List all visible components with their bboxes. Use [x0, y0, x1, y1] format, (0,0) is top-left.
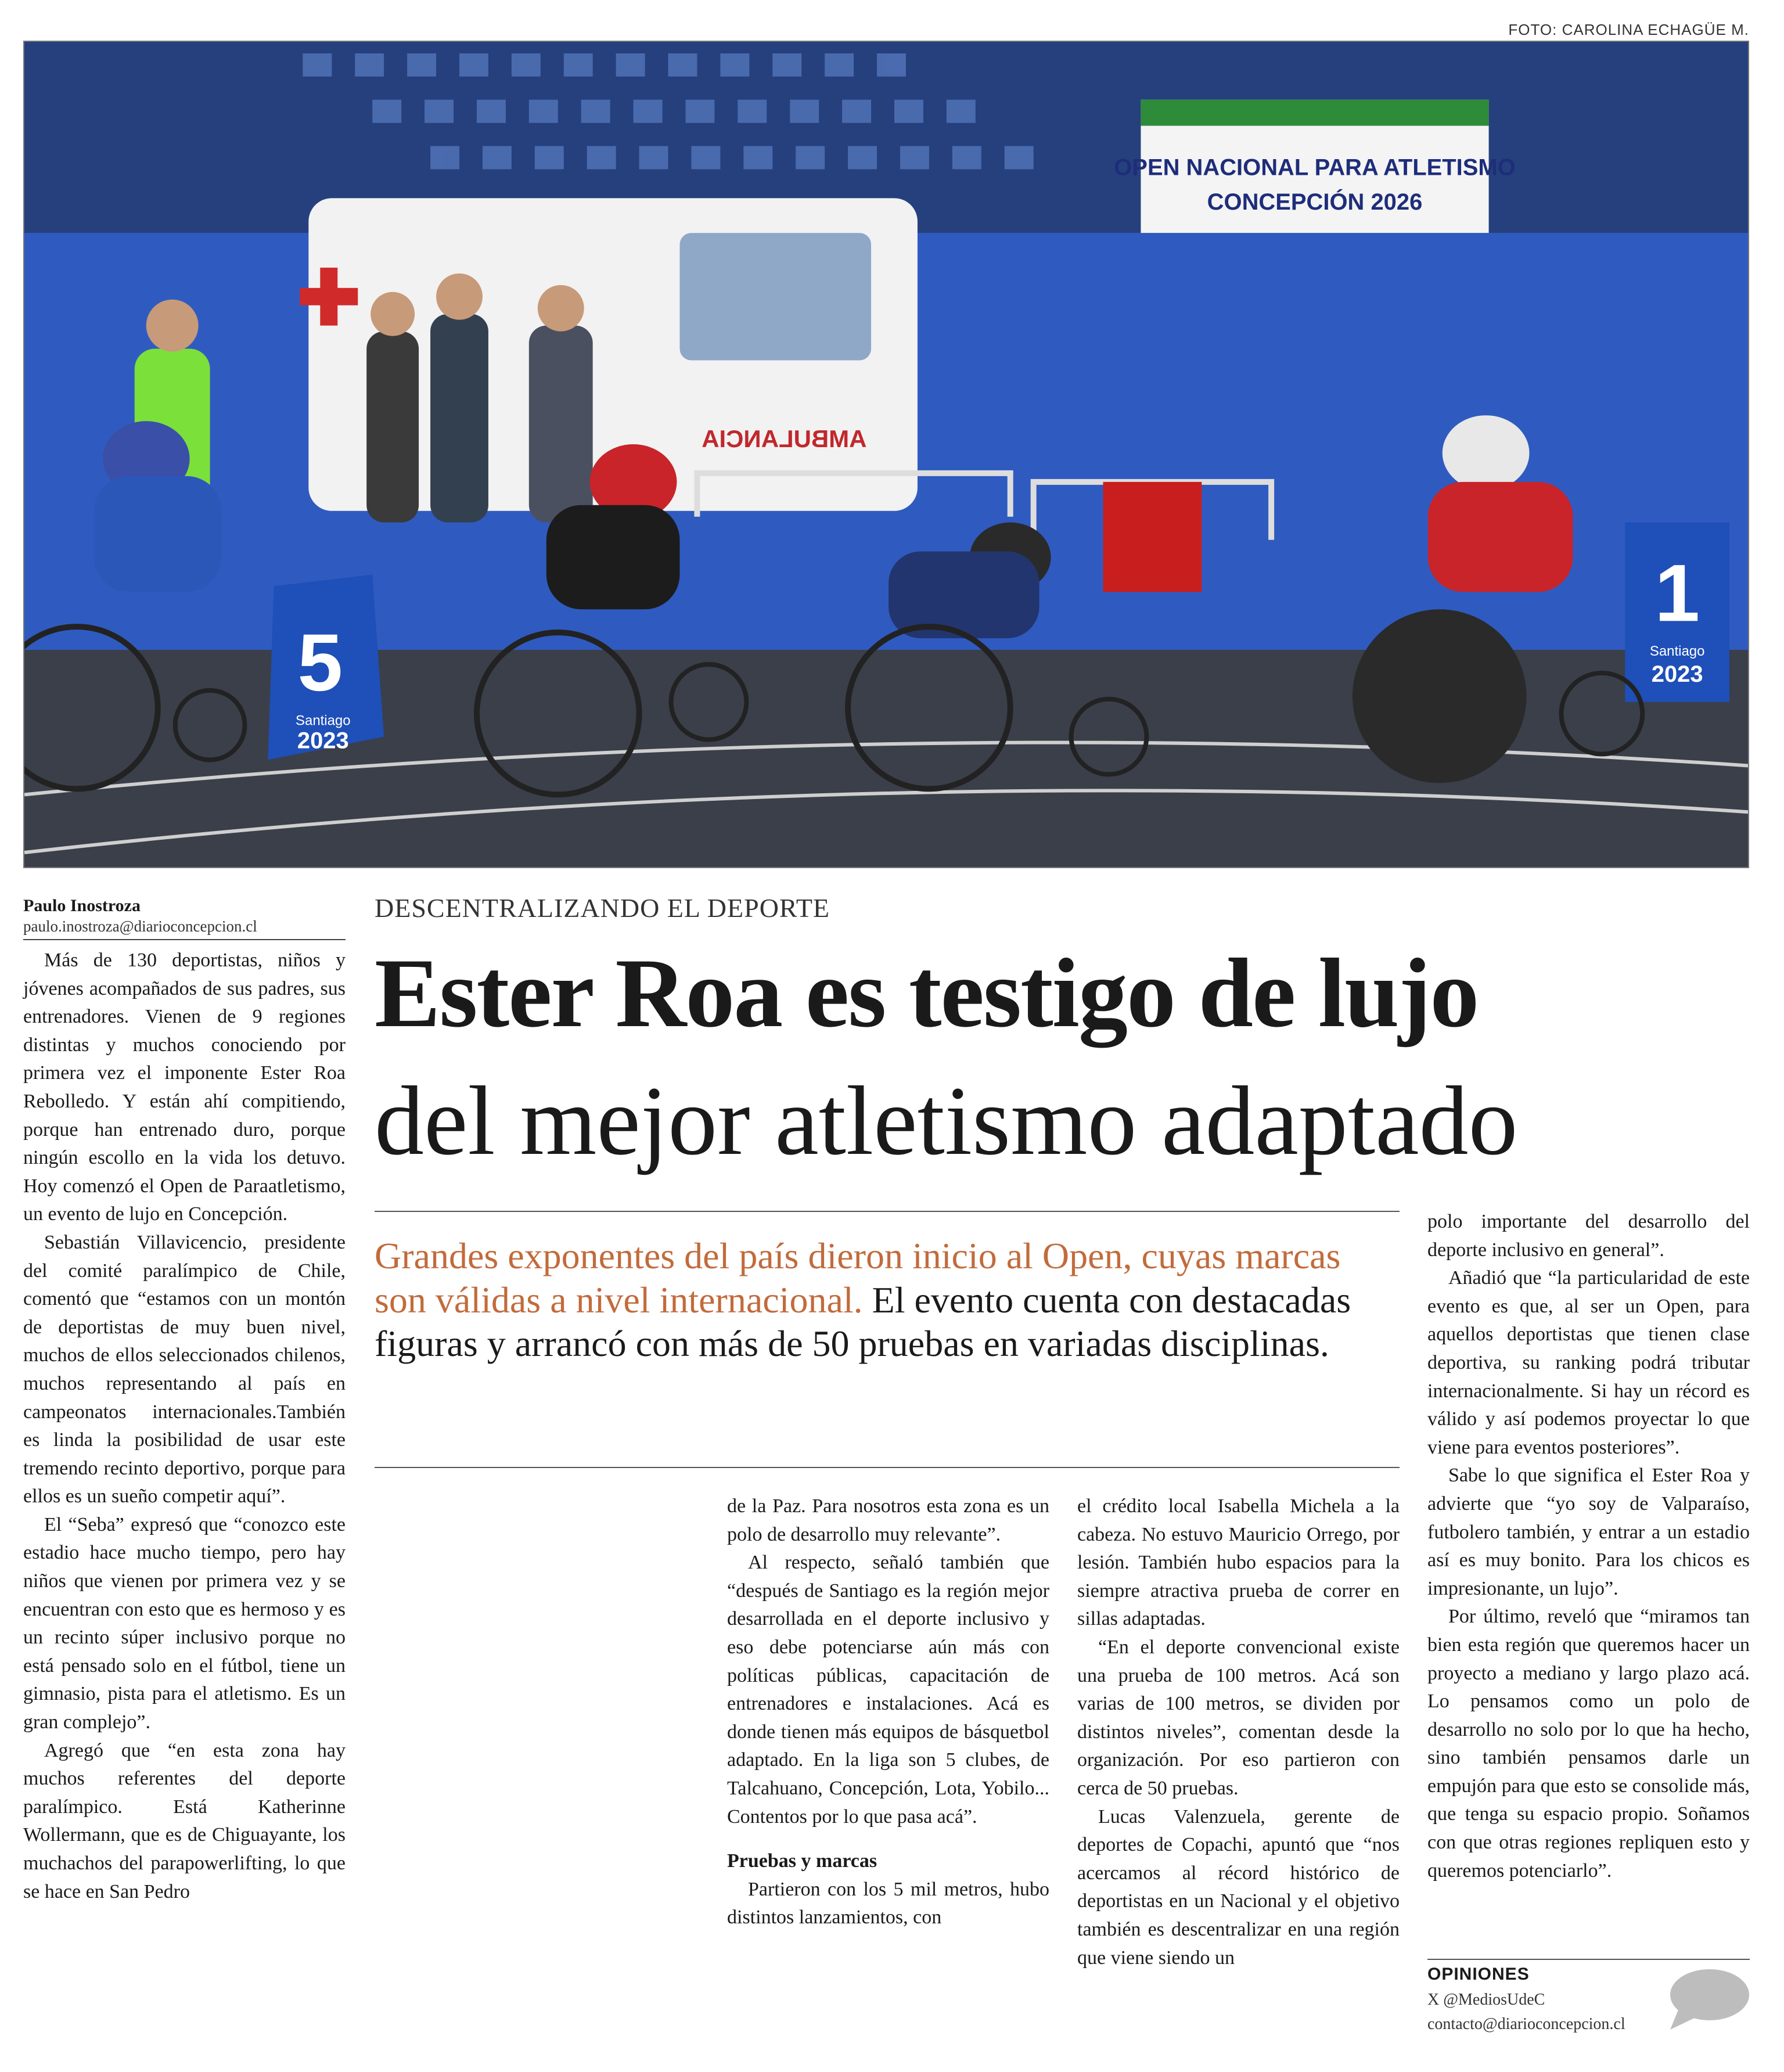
- lead-paragraph: [375, 1234, 1397, 1366]
- body-paragraph: Por último, reveló que “miramos tan bien esta región que queremos hacer un proyecto a mediano y largo plazo acá. Lo pensamos como un polo de desarrollo no solo por lo que ha hecho, sino también pensamos darle un empujón para que esto se consolide más, que tenga su espacio propio. Soñamos con que otras regiones repliquen esto y queremos potenciarlo”.: [1427, 1606, 1750, 1882]
- opinions-email[interactable]: contacto@diarioconcepcion.cl: [1427, 2015, 1625, 2033]
- svg-text:Santiago: Santiago: [1649, 643, 1705, 660]
- svg-text:1: 1: [1654, 548, 1700, 639]
- red-bin: [1103, 482, 1202, 592]
- subheading: Pruebas y marcas: [727, 1850, 877, 1872]
- body-paragraph: Partieron con los 5 mil metros, hubo distintos lanzamientos, con: [727, 1878, 1049, 1929]
- lane-sign-5: [268, 574, 384, 760]
- lane-sign-1: [1625, 523, 1729, 702]
- svg-text:Santiago: Santiago: [296, 713, 351, 729]
- section-kicker: DESCENTRALIZANDO EL DEPORTE: [375, 893, 830, 923]
- body-paragraph: Añadió que “la particularidad de este evento es que, al ser un Open, para aquellos deportistas que tienen clase deportiva, su ranking podrá tributar internacionalmente. Si hay un récord es válido y así podemos proyectar lo que viene para eventos posteriores”.: [1427, 1267, 1750, 1458]
- author-name: Paulo Inostroza: [23, 896, 141, 915]
- svg-text:2023: 2023: [1651, 661, 1703, 687]
- lead-rest: El evento cuenta con destacadas figuras y arrancó con más de 50 pruebas en variadas disciplinas.: [375, 1279, 1351, 1365]
- article-column-1: [23, 947, 346, 1906]
- byline-divider: [23, 939, 346, 940]
- body-paragraph: el crédito local Isabella Michela a la cabeza. No estuvo Mauricio Orrego, por lesión. También hubo espacios para la siempre atractiva prueba de correr en sillas adaptadas.: [1077, 1495, 1400, 1630]
- main-photo: [23, 41, 1749, 868]
- banner-line1: OPEN NACIONAL PARA ATLETISMO: [1114, 154, 1516, 181]
- photo-illustration: [24, 42, 1748, 867]
- body-paragraph: polo importante del desarrollo del deporte inclusivo en general”.: [1427, 1211, 1750, 1261]
- author-email: paulo.inostroza@diarioconcepcion.cl: [23, 918, 257, 935]
- svg-text:2023: 2023: [297, 728, 349, 754]
- body-paragraph: El “Seba” expresó que “conozco este estadio hace mucho tiempo, pero hay niños que vienen por primera vez y se encuentran con esto que es hermoso y es un recinto súper inclusivo porque no está pensado solo en el fútbol, tiene un gimnasio, pista para el atletismo. Es un gran complejo”.: [23, 1513, 346, 1733]
- body-paragraph: de la Paz. Para nosotros esta zona es un polo de desarrollo muy relevante”.: [727, 1495, 1049, 1545]
- headline-line1: Ester Roa es testigo de lujo: [375, 938, 1479, 1048]
- body-paragraph: Sebastián Villavicencio, presidente del comité paralímpico de Chile, comentó que “estamos con un montón de deportistas de muy buen nivel, muchos de ellos seleccionados chilenos, muchos representando al país en campeonatos internacionales.También es linda la posibilidad de usar este tremendo recinto deportivo, porque para ellos es un sueño competir aquí”.: [23, 1231, 346, 1508]
- body-paragraph: Lucas Valenzuela, gerente de deportes de Copachi, apuntó que “nos acercamos al récord histórico de deportistas en un Nacional y el objetivo también es descentralizar en una región que viene siendo un: [1077, 1805, 1400, 1969]
- lead-highlight: Grandes exponentes del país dieron inicio al Open, cuyas marcas son válidas a nivel internacional.: [375, 1235, 1341, 1321]
- photo-credit: FOTO: CAROLINA ECHAGÜE M.: [1508, 21, 1749, 38]
- body-paragraph: Sabe lo que significa el Ester Roa y advierte que “yo soy de Valparaíso, futbolero también, y entrar a un estadio así es muy bonito. Para los chicos es impresionante, un lujo”.: [1427, 1465, 1750, 1599]
- banner-line2: CONCEPCIÓN 2026: [1207, 189, 1423, 215]
- svg-text:5: 5: [297, 617, 343, 708]
- headline-line2: del mejor atletismo adaptado: [375, 1066, 1518, 1175]
- ambulance-text: AMBULANCIA: [702, 425, 867, 453]
- article-column-4: [1427, 1208, 1750, 1885]
- article-column-2: [727, 1492, 1049, 1932]
- lead-divider: [375, 1467, 1400, 1468]
- opinions-social-handle[interactable]: X @MediosUdeC: [1427, 1991, 1545, 2009]
- article-column-3: [1077, 1492, 1400, 1972]
- opinions-divider: [1427, 1959, 1750, 1960]
- opinions-title: OPINIONES: [1427, 1965, 1530, 1984]
- body-paragraph: Agregó que “en esta zona hay muchos referentes del deporte paralímpico. Está Katherinne Wollermann, que es de Chiguayante, los muchachos del parapowerlifting, lo que se hace en San Pedro: [23, 1739, 346, 1902]
- speech-bubble-icon: [1667, 1965, 1750, 2034]
- body-paragraph: “En el deporte convencional existe una prueba de 100 metros. Acá son varias de 100 metros, se dividen por distintos niveles”, comentan desde la organización. Por eso partieron con cerca de 50 pruebas.: [1077, 1636, 1400, 1799]
- body-paragraph: Al respecto, señaló también que “después de Santiago es la región mejor desarrollada en el deporte inclusivo y eso debe potenciarse aún más con políticas públicas, capacitación de entrenadores e instalaciones. Acá es donde tienen más equipos de básquetbol adaptado. En la liga son 5 clubes, de Talcahuano, Concepción, Lota, Yobilo... Contentos por lo que pasa acá”.: [727, 1552, 1049, 1828]
- headline-divider: [375, 1211, 1400, 1212]
- body-paragraph: Más de 130 deportistas, niños y jóvenes acompañados de sus padres, sus entrenadores. Vienen de 9 regiones distintas y muchos conociendo por primera vez el imponente Ester Roa Rebolledo. Y están ahí compitiendo, porque han entrenado duro, porque ningún escollo en la vida los detuvo. Hoy comenzó el Open de Paraatletismo, un evento de lujo en Concepción.: [23, 949, 346, 1225]
